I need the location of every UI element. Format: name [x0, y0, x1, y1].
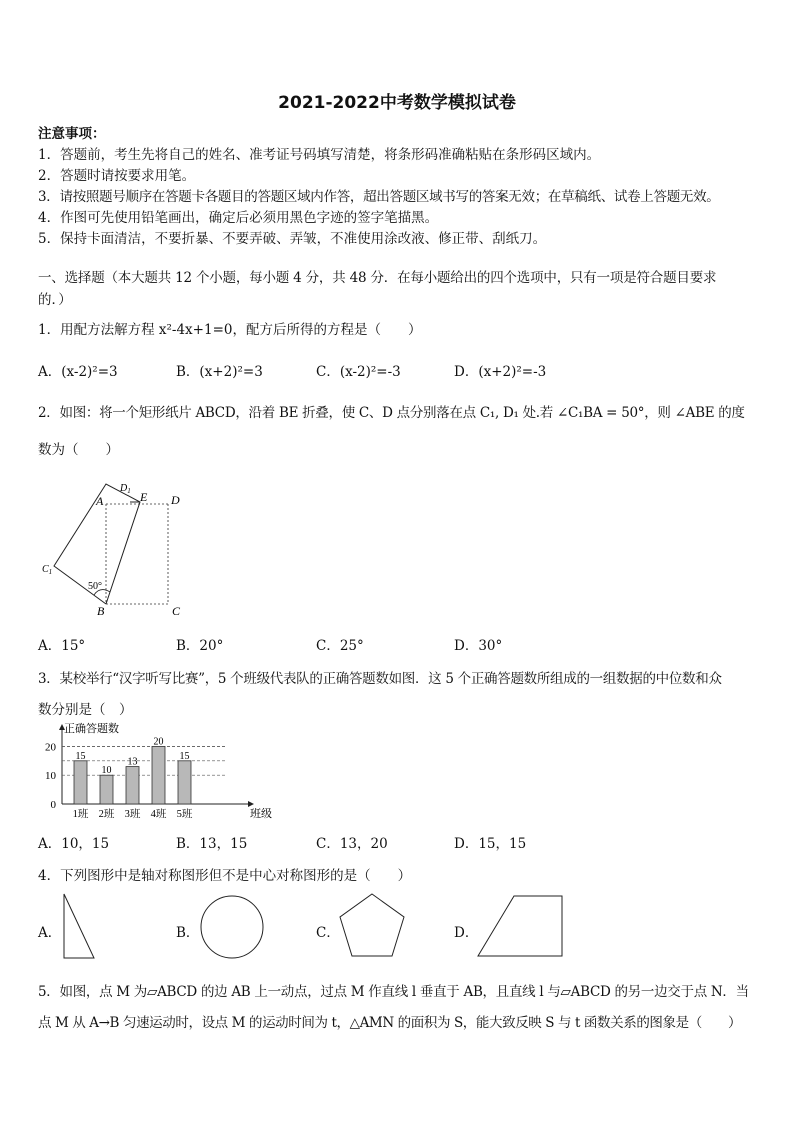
chart-category-label: 2班 [98, 809, 115, 820]
q2-option-b[interactable]: B．20° [176, 638, 224, 654]
q3-option-c[interactable]: C．13，20 [316, 836, 388, 852]
section-heading-line2: 的．） [38, 292, 72, 308]
circle-shape[interactable] [198, 893, 266, 961]
q3-option-d[interactable]: D．15，15 [454, 836, 527, 852]
chart-bar [126, 767, 139, 804]
chart-x-arrow [248, 801, 254, 807]
chart-bar [178, 761, 191, 804]
chart-data-label: 10 [101, 765, 112, 777]
chart-category-label: 4班 [150, 809, 167, 820]
q5-stem-line2: 点 M 从 A→B 匀速运动时，设点 M 的运动时间为 t，△AMN 的面积为 S，能大致反映 S 与 t 函数关系的图象是（ ） [38, 1015, 742, 1031]
label-a: A [96, 494, 104, 508]
notice-item-4: 4．作图可先使用铅笔画出，确定后必须用黑色字迹的签字笔描黑。 [38, 210, 439, 226]
q1-option-d[interactable]: D．(x+2)²=-3 [454, 364, 547, 380]
q4-option-a[interactable]: A． [38, 925, 62, 941]
label-c: C [172, 604, 181, 618]
label-angle: 50° [88, 581, 102, 592]
section-heading-line1: 一、选择题（本大题共 12 个小题，每小题 4 分，共 48 分．在每小题给出的四个选项中，只有一项是符合题目要求 [38, 270, 717, 286]
chart-y-tick-label: 0 [50, 799, 56, 811]
trapezoid-shape[interactable] [474, 892, 566, 960]
original-rectangle [106, 504, 168, 604]
q3-option-a[interactable]: A．10，15 [38, 836, 110, 852]
right-triangle-shape[interactable] [58, 890, 100, 962]
q4-option-c[interactable]: C． [316, 925, 340, 941]
chart-bar [100, 775, 113, 804]
q1-option-a[interactable]: A．(x-2)²=3 [38, 364, 118, 380]
chart-y-label: 正确答题数 [64, 723, 119, 735]
q2-option-a[interactable]: A．15° [38, 638, 86, 654]
q1-stem: 1．用配方法解方程 x²-4x+1=0，配方后所得的方程是（ ） [38, 322, 422, 338]
pentagon-shape[interactable] [336, 890, 408, 960]
chart-bar [152, 746, 165, 804]
q3-option-b[interactable]: B．13，15 [176, 836, 248, 852]
q4-option-d[interactable]: D． [454, 925, 479, 941]
chart-data-label: 15 [75, 750, 86, 762]
notice-item-5: 5．保持卡面清洁，不要折暴、不要弄破、弄皱，不准使用涂改液、修正带、刮纸刀。 [38, 231, 547, 247]
q4-option-b[interactable]: B． [176, 925, 200, 941]
q4-stem: 4．下列图形中是轴对称图形但不是中心对称图形的是（ ） [38, 868, 412, 884]
q3-stem-line1: 3．某校举行“汉字听写比赛”，5 个班级代表队的正确答题数如图．这 5 个正确答题数所组成的一组数据的中位数和众 [38, 671, 722, 687]
chart-y-tick-label: 20 [45, 741, 56, 754]
q2-option-d[interactable]: D．30° [454, 638, 503, 654]
chart-y-tick-label: 10 [45, 770, 56, 783]
q1-option-b[interactable]: B．(x+2)²=3 [176, 364, 263, 380]
label-c1: $C_1$ [42, 564, 53, 576]
chart-data-label: 13 [127, 756, 138, 768]
label-d1: $D_1$ [120, 483, 131, 495]
notice-heading: 注意事项： [38, 126, 106, 142]
page-title: 2021-2022中考数学模拟试卷 [278, 93, 516, 113]
label-b: B [97, 604, 105, 618]
chart-category-label: 1班 [72, 809, 89, 820]
notice-item-2: 2．答题时请按要求用笔。 [38, 168, 196, 184]
chart-category-label: 5班 [176, 809, 193, 820]
q2-stem-line1: 2．如图：将一个矩形纸片 ABCD，沿着 BE 折叠，使 C、D 点分别落在点 C₁, D₁ 处.若 ∠C₁BA = 50°，则 ∠ABE 的度 [38, 405, 745, 421]
chart-bar [74, 761, 87, 804]
q3-stem-line2: 数分别是（ ） [38, 702, 133, 718]
notice-item-3: 3．请按照题号顺序在答题卡各题目的答题区域内作答，超出答题区域书写的答案无效；在草稿纸、试卷上答题无效。 [38, 189, 720, 205]
q3-bar-chart [38, 718, 272, 824]
chart-category-label: 3班 [124, 809, 141, 820]
q2-fold-figure [40, 474, 200, 622]
q5-stem-line1: 5．如图，点 M 为▱ABCD 的边 AB 上一动点，过点 M 作直线 l 垂直于 AB，且直线 l 与▱ABCD 的另一边交于点 N．当 [38, 984, 749, 1000]
chart-data-label: 20 [153, 736, 164, 748]
label-d: D [171, 493, 180, 507]
q2-option-c[interactable]: C．25° [316, 638, 364, 654]
notice-item-1: 1．答题前，考生先将自己的姓名、准考证号码填写清楚，将条形码准确粘贴在条形码区域内。 [38, 147, 601, 163]
chart-data-label: 15 [179, 750, 190, 762]
label-e: E [140, 490, 148, 504]
chart-x-label: 班级 [250, 808, 272, 820]
q2-stem-line2: 数为（ ） [38, 442, 119, 458]
q1-option-c[interactable]: C．(x-2)²=-3 [316, 364, 401, 380]
